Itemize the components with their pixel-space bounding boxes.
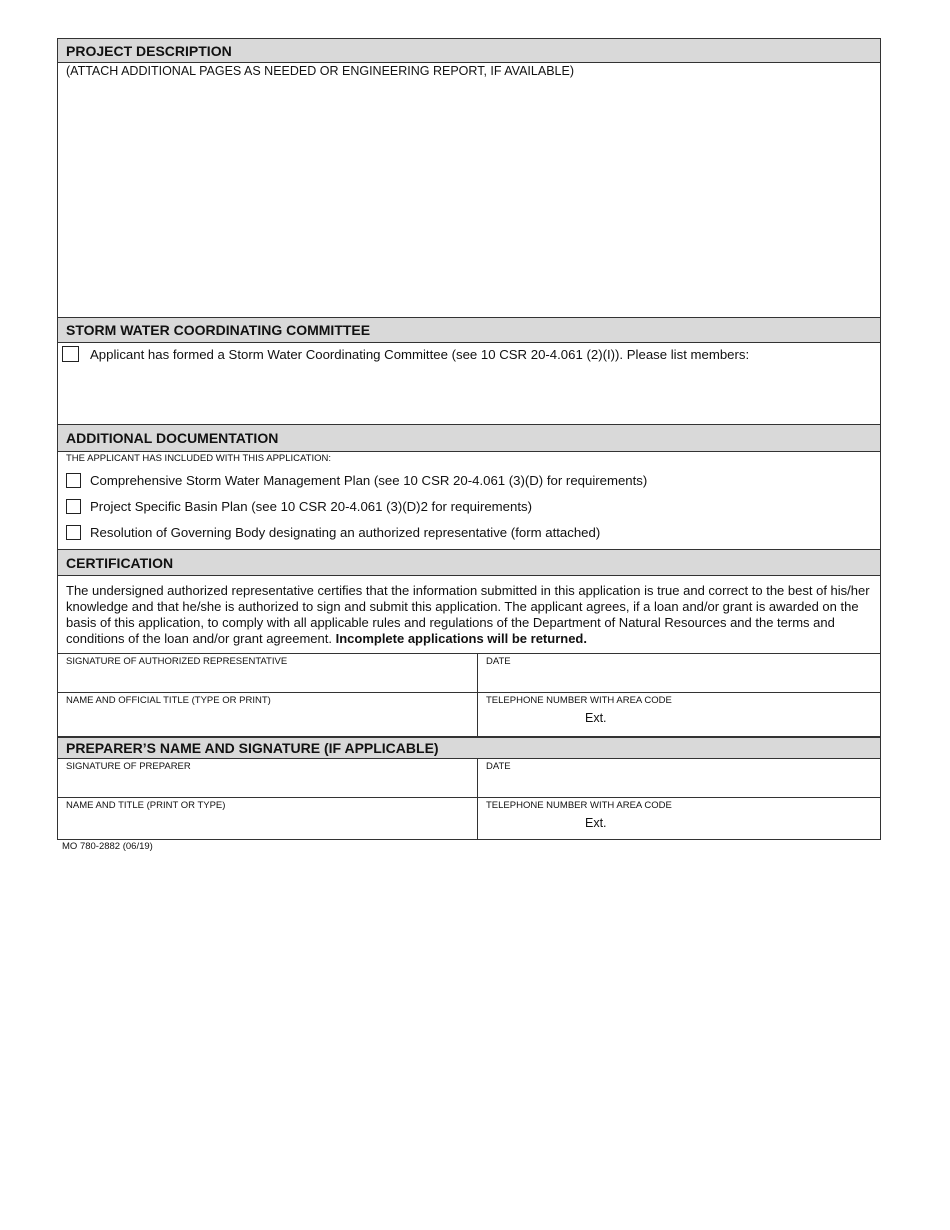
storm-water-committee-label: Applicant has formed a Storm Water Coordinating Committee (see 10 CSR 20-4.061 (2)(I)). Please list members:	[90, 346, 750, 362]
resolution-checkbox[interactable]	[66, 525, 81, 540]
preparer-name-row	[58, 797, 880, 839]
cert-name-field[interactable]	[58, 693, 478, 736]
basin-plan-checkbox[interactable]	[66, 499, 81, 514]
additional-documentation-intro: THE APPLICANT HAS INCLUDED WITH THIS APPLICATION:	[66, 453, 331, 464]
preparer-phone-field[interactable]	[478, 798, 880, 839]
storm-water-section	[58, 343, 880, 424]
stormwater-plan-checkbox[interactable]	[66, 473, 81, 488]
cert-signature-field[interactable]	[58, 654, 478, 692]
preparer-title: PREPARER’S NAME AND SIGNATURE (IF APPLICABLE)	[66, 740, 439, 756]
preparer-signature-label: SIGNATURE OF PREPARER	[66, 761, 191, 772]
storm-water-committee-checkbox[interactable]	[62, 346, 79, 362]
certification-warning: Incomplete applications will be returned.	[335, 631, 587, 646]
project-description-note: (ATTACH ADDITIONAL PAGES AS NEEDED OR ENGINEERING REPORT, IF AVAILABLE)	[66, 64, 574, 78]
additional-documentation-title: ADDITIONAL DOCUMENTATION	[66, 430, 279, 446]
resolution-label: Resolution of Governing Body designating an authorized representative (form attached)	[90, 525, 601, 540]
form-number: MO 780-2882 (06/19)	[62, 841, 153, 852]
preparer-date-field[interactable]	[478, 759, 880, 797]
project-description-title: PROJECT DESCRIPTION	[66, 42, 232, 59]
cert-signature-label: SIGNATURE OF AUTHORIZED REPRESENTATIVE	[66, 656, 288, 667]
application-form	[57, 38, 881, 840]
storm-water-header	[58, 317, 880, 343]
basin-plan-label: Project Specific Basin Plan (see 10 CSR 20-4.061 (3)(D)2 for requirements)	[90, 499, 532, 514]
doc-item-basin-plan	[66, 499, 872, 514]
additional-documentation-header	[58, 424, 880, 452]
stormwater-plan-label: Comprehensive Storm Water Management Plan (see 10 CSR 20-4.061 (3)(D) for requirements)	[90, 473, 648, 488]
doc-item-resolution	[66, 525, 872, 540]
preparer-signature-row	[58, 759, 880, 797]
certification-text-block	[58, 576, 880, 653]
preparer-phone-label: TELEPHONE NUMBER WITH AREA CODE	[486, 800, 672, 811]
certification-text: The undersigned authorized representative certifies that the information submitted in this application is true and correct to the best of his/her knowledge and that he/she is authorized to sign and submit this application. The applicant agrees, if a loan and/or grant is awarded on the basis of this application, to comply with all applicable rules and regulations of the Department of Natural Resources and the terms and conditions of the loan and/or grant agreement.	[66, 583, 870, 646]
cert-date-field[interactable]	[478, 654, 880, 692]
cert-phone-ext-label: Ext.	[585, 711, 607, 725]
cert-date-label: DATE	[486, 656, 511, 667]
cert-signature-row	[58, 653, 880, 692]
preparer-name-label: NAME AND TITLE (PRINT OR TYPE)	[66, 800, 226, 811]
preparer-date-label: DATE	[486, 761, 511, 772]
certification-title: CERTIFICATION	[66, 554, 174, 571]
cert-phone-label: TELEPHONE NUMBER WITH AREA CODE	[486, 695, 672, 706]
additional-documentation-section	[58, 452, 880, 549]
doc-item-stormwater-plan	[66, 473, 872, 488]
project-description-field[interactable]	[58, 63, 880, 317]
project-description-header	[58, 39, 880, 63]
cert-name-row	[58, 692, 880, 736]
storm-water-title: STORM WATER COORDINATING COMMITTEE	[66, 322, 371, 338]
cert-name-label: NAME AND OFFICIAL TITLE (TYPE OR PRINT)	[66, 695, 271, 706]
preparer-phone-ext-label: Ext.	[585, 816, 607, 830]
certification-header	[58, 549, 880, 576]
preparer-signature-field[interactable]	[58, 759, 478, 797]
cert-phone-field[interactable]	[478, 693, 880, 736]
preparer-header	[58, 736, 880, 759]
preparer-name-field[interactable]	[58, 798, 478, 839]
